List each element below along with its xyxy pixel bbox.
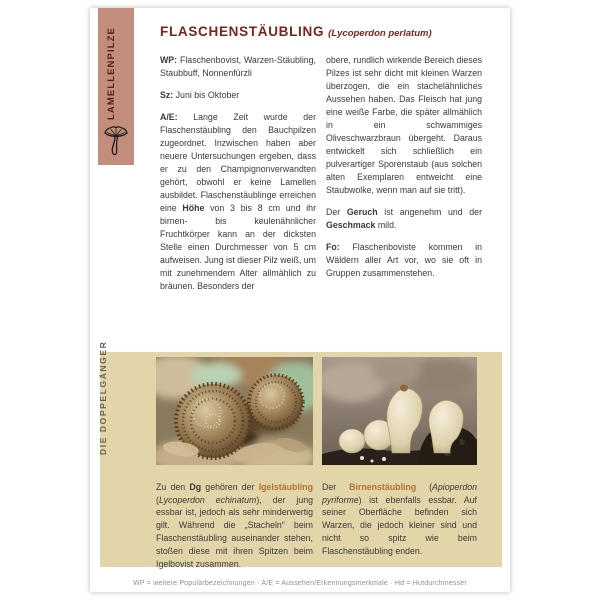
igelstaeubling-photo	[156, 357, 313, 465]
column-right	[326, 54, 482, 302]
doppelgaenger-label: DIE DOPPELGÄNGER	[98, 340, 108, 455]
paragraph-fundort: Fo: Flaschenboviste kommen in Wäldern aller Art vor, wo sie oft in Gruppen zusammenstehen.	[326, 242, 482, 278]
category-tab	[98, 8, 134, 165]
paragraph-description: obere, rundlich wirkende Bereich dieses Pilzes ist sehr dicht mit kleinen Warzen überzogen, die ein stachelähnliches Aussehen haben. Das Fleisch hat jung eine weiße Farbe, die später allmählich in ein schwammiges Oliveschwarzbraun übergeht. Daraus entwickelt sich schließlich ein pulverartiger Sporenstaub (aus solchen alten Exemplaren entweicht eine Staubwolke, wenn man auf sie tritt).	[326, 55, 482, 195]
paragraph-geruch-geschmack: Der Geruch ist angenehm und der Geschmack mild.	[326, 207, 482, 230]
paragraph-ae: A/E: Lange Zeit wurde der Flaschenstäubling den Bauchpilzen zugeordnet. Inzwischen haben aber neuere Untersuchungen ergeben, dass er zu den Champignonverwandten gehört, obwohl er keine Lamellen ausbildet. Flaschenstäublinge erreichen eine Höhe von 3 bis 8 cm und ihr birnen- bis keulenähnlicher Fruchtkörper kann an der dicksten Stelle einen Durchmesser von 5 cm aufweisen. Jung ist dieser Pilz weiß, um mit zunehmendem Alter allmählich zu bräunen. Besonders der	[160, 112, 316, 291]
dg-paragraph-birnenstaeubling: Der Birnenstäubling (Apioperdon pyriforme) ist ebenfalls essbar. Auf seiner Oberfläche befinden sich Warzen, die jedoch kleiner sind und nicht so spitz wie beim Flaschenstäubling enden.	[322, 481, 477, 556]
dg-paragraph-igelstaeubling: Zu den Dg gehören der Igelstäubling (Lycoperdon echinatum), der jung essbar ist, jedoch als sehr minderwertig gilt. Während die „Stacheln“ beim Flaschenstäubling auseinander stehen, stoßen diese mit ihren Spitzen beim Igelbovist zusammen.	[156, 481, 313, 569]
footer-legend: WP = weitere Populärbezeichnungen · A/E = Aussehen/Erkennungsmerkmale · Hd = Hutdurchmesser	[133, 580, 467, 587]
page-header	[160, 23, 500, 41]
birnenstaeubling-photo	[322, 357, 477, 465]
spiky-puffball-small	[249, 375, 303, 429]
column-left	[160, 54, 316, 302]
category-label: LAMELLENPILZE	[106, 27, 117, 120]
page-title: FLASCHENSTÄUBLING	[160, 24, 325, 39]
latin-name: (Lycoperdon perlatum)	[328, 28, 432, 39]
article-columns	[160, 54, 492, 302]
page	[90, 8, 510, 592]
paragraph-wp: WP: Flaschenbovist, Warzen-Stäubling, Staubbuff, Nonnenfürzli	[160, 55, 316, 78]
paragraph-sz: Sz: Juni bis Oktober	[160, 90, 240, 100]
mushroom-icon	[103, 124, 129, 163]
doppelgaenger-panel	[98, 340, 502, 569]
